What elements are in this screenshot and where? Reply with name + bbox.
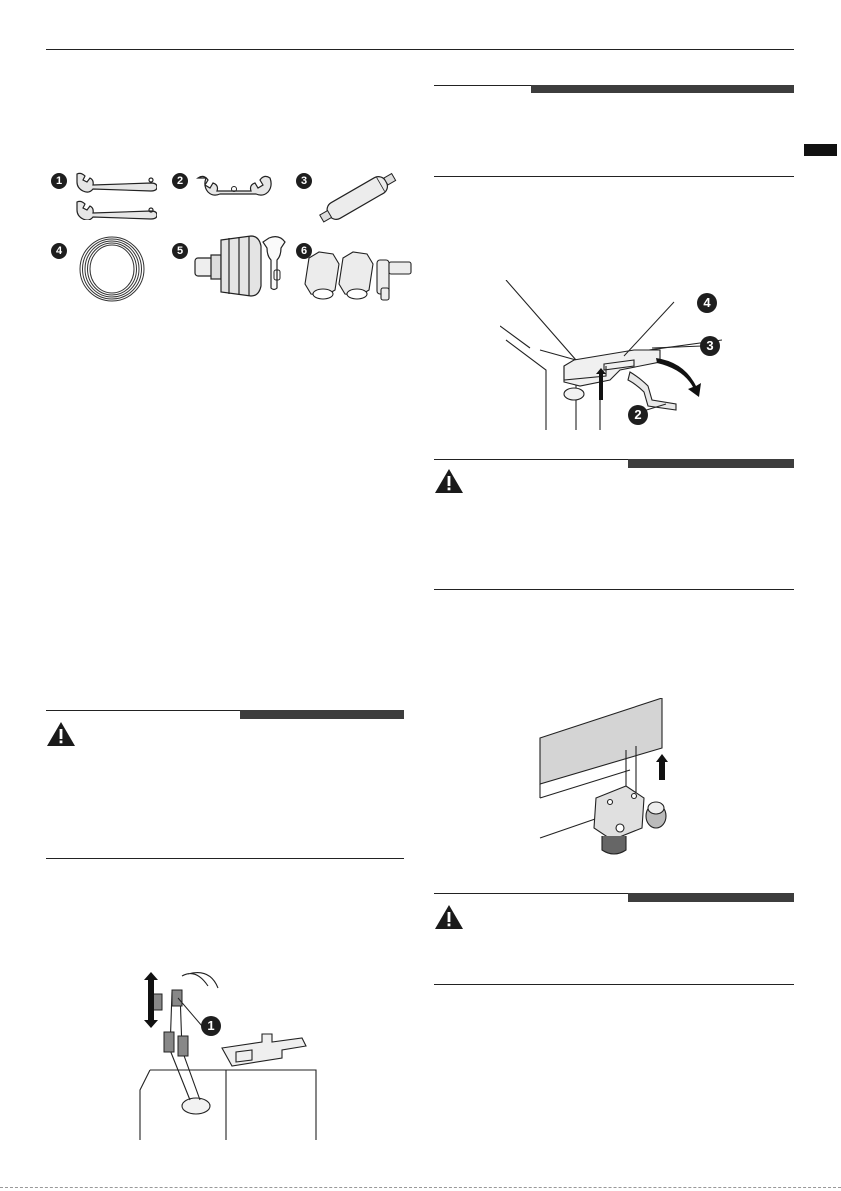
- water-valve-adapter-icon: [191, 228, 289, 300]
- left-warning-bar: [240, 710, 404, 719]
- hinge-callout-2: 2: [628, 405, 648, 425]
- left-section-rule: [46, 858, 404, 859]
- double-wrench-icon: [196, 172, 272, 202]
- tool-number-badge: 4: [51, 243, 67, 259]
- open-end-wrenches-icon: [73, 170, 157, 220]
- hinge-callout-4: 4: [697, 293, 717, 313]
- bottom-dashed-border: [0, 1187, 841, 1188]
- right-warning-bar-1: [628, 459, 794, 468]
- hinge-callout-3: 3: [700, 336, 720, 356]
- coiled-water-tube-icon: [76, 233, 148, 305]
- tool-number-badge: 2: [172, 173, 188, 189]
- tool-number-badge: 1: [51, 173, 67, 189]
- right-section-rule-1: [434, 176, 794, 177]
- tool-number-badge: 6: [296, 243, 312, 259]
- wire-callout-badge: 1: [201, 1016, 221, 1036]
- warning-triangle-icon: [434, 904, 464, 935]
- right-section-rule-3: [434, 984, 794, 985]
- leveling-foot-figure: [538, 698, 668, 865]
- warning-triangle-icon: [434, 468, 464, 499]
- right-top-bar: [531, 85, 794, 93]
- right-warning-bar-2: [628, 893, 794, 902]
- compression-fittings-icon: [303, 250, 415, 304]
- right-section-rule-2: [434, 589, 794, 590]
- warning-triangle-icon: [46, 721, 76, 752]
- header-rule: [46, 49, 794, 50]
- water-filter-cartridge-icon: [314, 168, 404, 226]
- language-tab: [804, 144, 837, 156]
- wire-harness-figure: [130, 970, 330, 1145]
- hinge-figure: [500, 280, 722, 435]
- tool-number-badge: 3: [296, 173, 312, 189]
- tool-number-badge: 5: [172, 243, 188, 259]
